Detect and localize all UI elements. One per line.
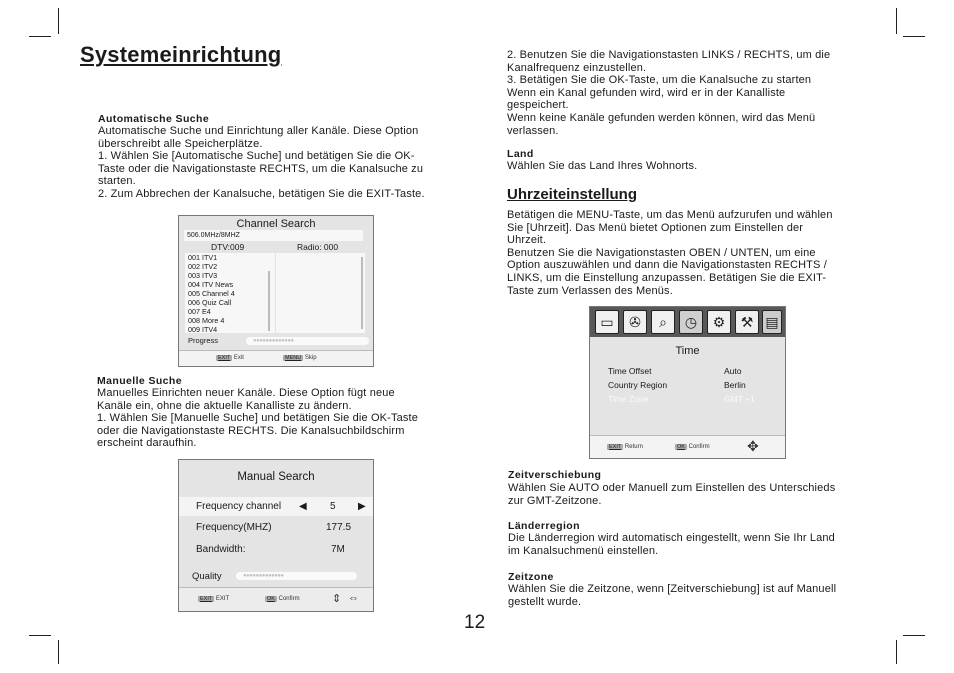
progress-label: Progress [188, 336, 219, 345]
list-item: 001 ITV1 [188, 253, 218, 262]
clock-icon[interactable]: ◷ [679, 310, 703, 334]
crop-mark [896, 8, 897, 34]
channel-list [185, 253, 275, 333]
country-region-value[interactable]: Berlin [724, 380, 746, 390]
crop-mark [58, 640, 59, 664]
freq-channel-row[interactable] [179, 497, 373, 516]
time-menu-screen [589, 306, 786, 459]
text-line: Option auszuwählen und dann die Navigationstasten RECHTS / [507, 259, 827, 272]
country-region-label[interactable]: Country Region [608, 380, 668, 390]
manual-search-text [97, 387, 457, 450]
auto-search-heading: Automatische Suche [98, 113, 210, 125]
text-line: 1. Wählen Sie [Manuelle Suche] und betätigen Sie die OK-Taste [97, 412, 419, 425]
text-line: Benutzen Sie die Navigationstasten OBEN / UNTEN, um eine [507, 246, 816, 259]
arrow-left-icon[interactable]: ◀ [299, 501, 307, 512]
text-line: oder die Navigationstaste RECHTS. Die Kanalsuchbildschirm [97, 424, 405, 437]
crop-mark [29, 36, 51, 37]
text-line: Taste oder die Navigationstaste RECHTS, um die Kanalsuche zu [98, 162, 424, 175]
text-line: gestellt wurde. [508, 595, 582, 608]
manual-search-screen [178, 459, 374, 612]
quality-bar: ●●●●●●●●●●●●● [236, 572, 357, 580]
zeitverschiebung-heading: Zeitverschiebung [508, 469, 602, 481]
text-line: starten. [98, 175, 136, 188]
usb-icon[interactable]: ▤ [762, 310, 782, 334]
channel-search-title: Channel Search [236, 218, 316, 230]
time-menu-title: Time [675, 345, 700, 357]
page-number: 12 [464, 612, 486, 633]
time-zone-label[interactable]: Time Zone [608, 394, 649, 404]
freq-mhz-value: 177.5 [326, 522, 352, 533]
list-item: 002 ITV2 [188, 262, 218, 271]
menu-icon-bar [590, 307, 785, 337]
text-line: 1. Wählen Sie [Automatische Suche] und betätigen Sie die OK- [98, 150, 415, 163]
manual-search-heading: Manuelle Suche [97, 375, 182, 387]
text-line: Wählen Sie AUTO oder Manuell zum Einstellen des Unterschieds [508, 482, 836, 494]
text-line: Wählen Sie das Land Ihres Wohnorts. [507, 160, 698, 172]
intro-text [507, 49, 867, 137]
tools-icon[interactable]: ⚒ [735, 310, 759, 334]
screen-footer [590, 435, 785, 458]
exit-key: EXIT Exit [218, 355, 244, 361]
auto-search-text [98, 125, 458, 201]
laenderregion-heading: Länderregion [508, 520, 580, 532]
zeitverschiebung-text [508, 482, 873, 507]
text-line: Kanalfrequenz einzustellen. [507, 61, 647, 74]
land-heading: Land [507, 148, 534, 160]
text-line: Automatische Suche und Einrichtung aller Kanäle. Diese Option [98, 125, 419, 137]
text-line: Taste zum Verlassen des Menüs. [507, 284, 673, 297]
menu-key: MENU Skip [285, 355, 317, 361]
exit-key: EXIT Return [609, 444, 643, 450]
gear-icon[interactable]: ⚙ [707, 310, 731, 334]
freq-channel-label: Frequency channel [196, 501, 282, 512]
list-item: 004 ITV News [188, 280, 234, 289]
list-item: 008 More 4 [188, 316, 225, 325]
freq-mhz-label: Frequency(MHZ) [196, 522, 272, 533]
list-item: 005 Channel 4 [188, 289, 235, 298]
text-line: gespeichert. [507, 99, 569, 112]
text-line: 2. Zum Abbrechen der Kanalsuche, betätigen Sie die EXIT-Taste. [98, 187, 425, 200]
text-line: erscheint daraufhin. [97, 437, 197, 450]
freq-channel-value: 5 [330, 501, 336, 512]
manual-search-title: Manual Search [237, 471, 315, 483]
laenderregion-text [508, 532, 873, 557]
leftright-nav-icon: ⇔ [348, 592, 359, 604]
radio-count: Radio: 000 [297, 242, 339, 252]
text-line: Kanäle ein, ohne die aktuelle Kanalliste zu ändern. [97, 399, 352, 412]
quality-label: Quality [192, 571, 222, 582]
bandwidth-label: Bandwidth: [196, 544, 246, 555]
frequency-readout: 506.0MHz/8MHZ [184, 230, 363, 241]
time-setting-text [507, 209, 872, 297]
list-item: 007 E4 [188, 307, 211, 316]
list-item: 003 ITV3 [188, 271, 218, 280]
text-line: Uhrzeit. [507, 234, 547, 247]
ok-key: OK Confirm [267, 596, 300, 602]
time-zone-value[interactable]: GMT +1 [724, 394, 755, 404]
film-reel-icon[interactable]: ✇ [623, 310, 647, 334]
list-item: 009 ITV4 [188, 325, 218, 334]
time-offset-value[interactable]: Auto [724, 366, 742, 376]
text-line: 3. Betätigen Sie die OK-Taste, um die Kanalsuche zu starten [507, 74, 812, 87]
dpad-icon: ✥ [747, 438, 759, 454]
text-line: 2. Benutzen Sie die Navigationstasten LINKS / RECHTS, um die [507, 49, 831, 61]
bandwidth-value: 7M [331, 544, 345, 555]
text-line: Manuelles Einrichten neuer Kanäle. Diese Option fügt neue [97, 387, 395, 399]
crop-mark [58, 8, 59, 34]
text-line: überschreibt alle Speicherplätze. [98, 137, 263, 150]
channel-search-screen [178, 215, 374, 367]
text-line: Betätigen die MENU-Taste, um das Menü aufzurufen und wählen [507, 209, 833, 221]
dtv-count: DTV:009 [211, 242, 245, 252]
arrow-right-icon[interactable]: ▶ [358, 501, 366, 512]
screen-footer [179, 587, 373, 611]
crop-mark [903, 36, 925, 37]
screen-footer [179, 350, 373, 366]
crop-mark [903, 635, 925, 636]
zeitzone-heading: Zeitzone [508, 571, 554, 583]
scrollbar [361, 257, 363, 329]
text-line: LINKS, um die Einstellung anzupassen. Betätigen Sie die EXIT- [507, 271, 827, 284]
text-line: Wählen Sie die Zeitzone, wenn [Zeitverschiebung] ist auf Manuell [508, 583, 837, 595]
page-title: Systemeinrichtung [80, 42, 282, 67]
tv-icon[interactable]: ▭ [595, 310, 619, 334]
crop-mark [896, 640, 897, 664]
radio-list [276, 253, 365, 333]
crop-mark [29, 635, 51, 636]
time-setting-heading: Uhrzeiteinstellung [507, 186, 638, 203]
text-line: zur GMT-Zeitzone. [508, 494, 602, 507]
text-line: Sie [Uhrzeit]. Das Menü bietet Optionen zum Einstellen der [507, 221, 804, 234]
time-offset-label[interactable]: Time Offset [608, 366, 652, 376]
text-line: Wenn ein Kanal gefunden wird, wird er in der Kanalliste [507, 86, 786, 99]
text-line: Wenn keine Kanäle gefunden werden können, wird das Menü [507, 111, 816, 124]
search-icon[interactable]: ⌕ [651, 310, 675, 334]
zeitzone-text [508, 583, 873, 608]
list-item: 006 Quiz Call [188, 298, 232, 307]
progress-bar: ●●●●●●●●●●●●● [246, 337, 369, 345]
text-line: Die Länderregion wird automatisch eingestellt, wenn Sie Ihr Land [508, 532, 835, 544]
updown-nav-icon: ⇕ [332, 593, 342, 605]
ok-key: OK Confirm [677, 444, 710, 450]
scrollbar [268, 271, 270, 331]
land-text [507, 160, 867, 173]
text-line: im Kanalsuchmenü einstellen. [508, 544, 659, 557]
text-line: verlassen. [507, 124, 559, 137]
exit-key: EXIT EXIT [200, 596, 230, 602]
